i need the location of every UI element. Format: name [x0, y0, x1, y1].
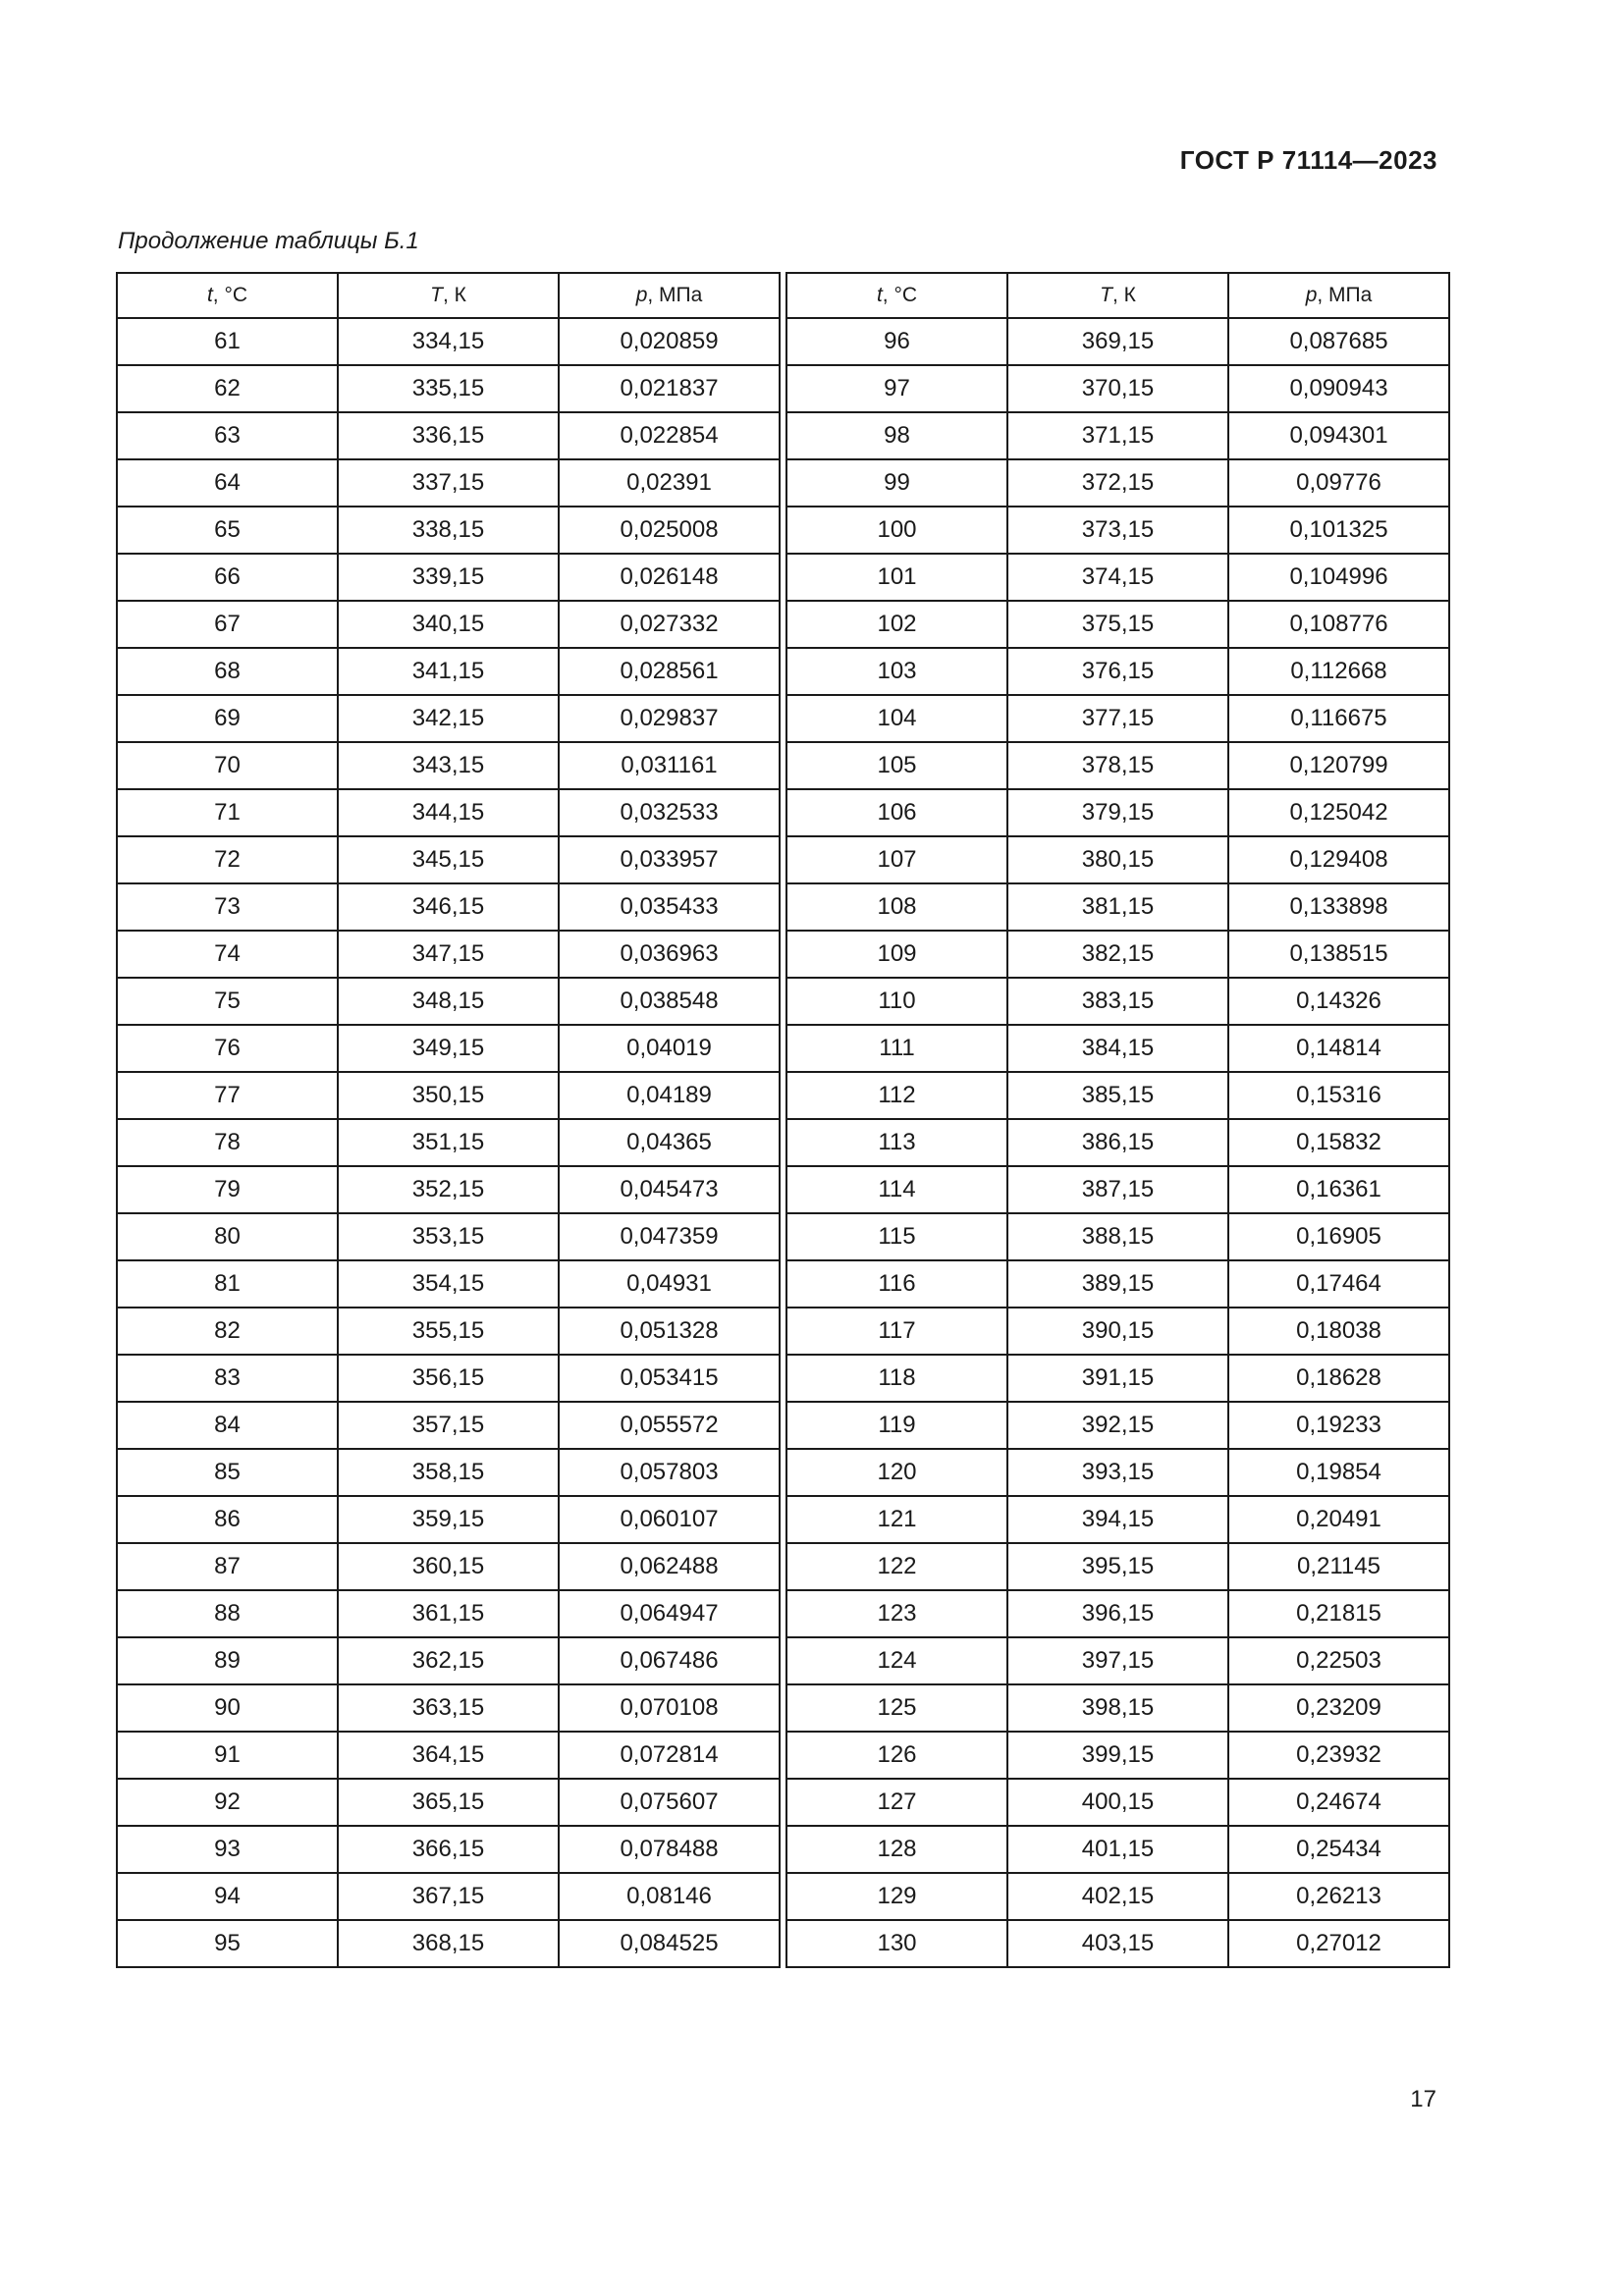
- cell-pressure: 0,138515: [1228, 931, 1449, 978]
- table-row: [117, 1308, 780, 1355]
- table-row: [786, 1873, 1449, 1920]
- cell-t-celsius: 61: [117, 318, 338, 365]
- table-row: [117, 318, 780, 365]
- cell-pressure: 0,053415: [559, 1355, 780, 1402]
- table-row: [117, 1119, 780, 1166]
- cell-t-celsius: 85: [117, 1449, 338, 1496]
- cell-pressure: 0,062488: [559, 1543, 780, 1590]
- cell-t-celsius: 71: [117, 789, 338, 836]
- cell-t-celsius: 122: [786, 1543, 1007, 1590]
- cell-pressure: 0,129408: [1228, 836, 1449, 883]
- cell-pressure: 0,14814: [1228, 1025, 1449, 1072]
- table-row: [786, 1072, 1449, 1119]
- cell-t-celsius: 88: [117, 1590, 338, 1637]
- cell-t-kelvin: 373,15: [1007, 507, 1228, 554]
- table-row: [117, 883, 780, 931]
- table-row: [786, 1119, 1449, 1166]
- table-row: [786, 412, 1449, 459]
- table-row: [786, 978, 1449, 1025]
- table-row: [786, 648, 1449, 695]
- cell-t-celsius: 105: [786, 742, 1007, 789]
- cell-t-celsius: 73: [117, 883, 338, 931]
- cell-t-kelvin: 337,15: [338, 459, 559, 507]
- cell-t-celsius: 123: [786, 1590, 1007, 1637]
- cell-t-celsius: 68: [117, 648, 338, 695]
- cell-t-celsius: 84: [117, 1402, 338, 1449]
- table-row: [786, 601, 1449, 648]
- cell-t-kelvin: 383,15: [1007, 978, 1228, 1025]
- cell-t-kelvin: 401,15: [1007, 1826, 1228, 1873]
- cell-t-kelvin: 365,15: [338, 1779, 559, 1826]
- table-row: [117, 1402, 780, 1449]
- table-row: [117, 836, 780, 883]
- table-row: [786, 1637, 1449, 1684]
- cell-t-celsius: 117: [786, 1308, 1007, 1355]
- cell-t-kelvin: 394,15: [1007, 1496, 1228, 1543]
- cell-pressure: 0,021837: [559, 365, 780, 412]
- cell-pressure: 0,18038: [1228, 1308, 1449, 1355]
- cell-t-kelvin: 372,15: [1007, 459, 1228, 507]
- cell-pressure: 0,070108: [559, 1684, 780, 1732]
- cell-t-kelvin: 376,15: [1007, 648, 1228, 695]
- header-pressure: p, МПа: [559, 273, 780, 318]
- cell-t-kelvin: 358,15: [338, 1449, 559, 1496]
- cell-t-celsius: 64: [117, 459, 338, 507]
- cell-t-celsius: 126: [786, 1732, 1007, 1779]
- cell-t-celsius: 97: [786, 365, 1007, 412]
- table-row: [117, 1732, 780, 1779]
- table-row: [786, 1732, 1449, 1779]
- cell-t-kelvin: 397,15: [1007, 1637, 1228, 1684]
- cell-pressure: 0,14326: [1228, 978, 1449, 1025]
- cell-t-celsius: 92: [117, 1779, 338, 1826]
- cell-pressure: 0,04365: [559, 1119, 780, 1166]
- cell-t-kelvin: 388,15: [1007, 1213, 1228, 1260]
- cell-t-celsius: 94: [117, 1873, 338, 1920]
- cell-t-kelvin: 384,15: [1007, 1025, 1228, 1072]
- cell-pressure: 0,038548: [559, 978, 780, 1025]
- cell-t-celsius: 98: [786, 412, 1007, 459]
- table-row: [786, 507, 1449, 554]
- cell-t-kelvin: 393,15: [1007, 1449, 1228, 1496]
- table-row: [117, 554, 780, 601]
- table-row: [786, 1496, 1449, 1543]
- cell-t-celsius: 90: [117, 1684, 338, 1732]
- cell-t-kelvin: 352,15: [338, 1166, 559, 1213]
- table-row: [117, 507, 780, 554]
- cell-pressure: 0,028561: [559, 648, 780, 695]
- header-t-celsius: t, °C: [117, 273, 338, 318]
- cell-t-kelvin: 367,15: [338, 1873, 559, 1920]
- table-row: [117, 601, 780, 648]
- table-row: [786, 318, 1449, 365]
- cell-pressure: 0,24674: [1228, 1779, 1449, 1826]
- table-row: [786, 1449, 1449, 1496]
- cell-t-celsius: 119: [786, 1402, 1007, 1449]
- cell-t-celsius: 62: [117, 365, 338, 412]
- cell-t-kelvin: 353,15: [338, 1213, 559, 1260]
- cell-pressure: 0,04189: [559, 1072, 780, 1119]
- cell-pressure: 0,072814: [559, 1732, 780, 1779]
- cell-t-celsius: 91: [117, 1732, 338, 1779]
- cell-pressure: 0,067486: [559, 1637, 780, 1684]
- cell-t-kelvin: 359,15: [338, 1496, 559, 1543]
- table-row: [786, 1543, 1449, 1590]
- table-row: [786, 1025, 1449, 1072]
- cell-pressure: 0,060107: [559, 1496, 780, 1543]
- table-row: [117, 789, 780, 836]
- cell-t-kelvin: 385,15: [1007, 1072, 1228, 1119]
- cell-t-kelvin: 374,15: [1007, 554, 1228, 601]
- cell-t-kelvin: 381,15: [1007, 883, 1228, 931]
- cell-t-kelvin: 366,15: [338, 1826, 559, 1873]
- cell-t-kelvin: 378,15: [1007, 742, 1228, 789]
- cell-t-celsius: 83: [117, 1355, 338, 1402]
- cell-t-celsius: 87: [117, 1543, 338, 1590]
- cell-t-kelvin: 371,15: [1007, 412, 1228, 459]
- table-row: [117, 1543, 780, 1590]
- cell-t-kelvin: 344,15: [338, 789, 559, 836]
- cell-t-celsius: 115: [786, 1213, 1007, 1260]
- cell-t-kelvin: 349,15: [338, 1025, 559, 1072]
- table-row: [786, 931, 1449, 978]
- cell-t-celsius: 127: [786, 1779, 1007, 1826]
- cell-pressure: 0,15832: [1228, 1119, 1449, 1166]
- cell-pressure: 0,027332: [559, 601, 780, 648]
- cell-t-kelvin: 357,15: [338, 1402, 559, 1449]
- table-left-half: [116, 272, 781, 1968]
- cell-t-kelvin: 361,15: [338, 1590, 559, 1637]
- cell-pressure: 0,15316: [1228, 1072, 1449, 1119]
- cell-t-kelvin: 399,15: [1007, 1732, 1228, 1779]
- cell-t-celsius: 70: [117, 742, 338, 789]
- cell-pressure: 0,112668: [1228, 648, 1449, 695]
- table-row: [117, 1590, 780, 1637]
- cell-pressure: 0,116675: [1228, 695, 1449, 742]
- cell-t-celsius: 104: [786, 695, 1007, 742]
- cell-pressure: 0,02391: [559, 459, 780, 507]
- cell-t-kelvin: 350,15: [338, 1072, 559, 1119]
- cell-t-kelvin: 351,15: [338, 1119, 559, 1166]
- cell-pressure: 0,094301: [1228, 412, 1449, 459]
- header-pressure: p, МПа: [1228, 273, 1449, 318]
- table-row: [786, 459, 1449, 507]
- cell-t-kelvin: 336,15: [338, 412, 559, 459]
- cell-t-celsius: 67: [117, 601, 338, 648]
- table-row: [786, 1402, 1449, 1449]
- table-row: [117, 1449, 780, 1496]
- cell-t-kelvin: 335,15: [338, 365, 559, 412]
- table-row: [117, 1025, 780, 1072]
- cell-t-celsius: 120: [786, 1449, 1007, 1496]
- table-row: [786, 1779, 1449, 1826]
- cell-pressure: 0,026148: [559, 554, 780, 601]
- cell-t-celsius: 114: [786, 1166, 1007, 1213]
- cell-pressure: 0,033957: [559, 836, 780, 883]
- cell-pressure: 0,04019: [559, 1025, 780, 1072]
- cell-t-kelvin: 389,15: [1007, 1260, 1228, 1308]
- cell-t-celsius: 108: [786, 883, 1007, 931]
- table-row: [117, 1920, 780, 1967]
- cell-t-celsius: 109: [786, 931, 1007, 978]
- page-number: 17: [1410, 2086, 1436, 2112]
- cell-t-celsius: 121: [786, 1496, 1007, 1543]
- cell-t-kelvin: 354,15: [338, 1260, 559, 1308]
- cell-t-kelvin: 334,15: [338, 318, 559, 365]
- cell-t-celsius: 75: [117, 978, 338, 1025]
- table-row: [786, 1920, 1449, 1967]
- cell-t-celsius: 101: [786, 554, 1007, 601]
- cell-pressure: 0,125042: [1228, 789, 1449, 836]
- cell-t-celsius: 111: [786, 1025, 1007, 1072]
- table-row: [117, 1637, 780, 1684]
- cell-pressure: 0,084525: [559, 1920, 780, 1967]
- table-row: [117, 978, 780, 1025]
- cell-t-kelvin: 339,15: [338, 554, 559, 601]
- cell-t-kelvin: 340,15: [338, 601, 559, 648]
- cell-t-kelvin: 360,15: [338, 1543, 559, 1590]
- table-row: [786, 1260, 1449, 1308]
- cell-t-kelvin: 362,15: [338, 1637, 559, 1684]
- cell-pressure: 0,23209: [1228, 1684, 1449, 1732]
- table-caption: Продолжение таблицы Б.1: [118, 228, 419, 254]
- cell-t-kelvin: 343,15: [338, 742, 559, 789]
- cell-pressure: 0,104996: [1228, 554, 1449, 601]
- cell-t-celsius: 130: [786, 1920, 1007, 1967]
- cell-pressure: 0,055572: [559, 1402, 780, 1449]
- cell-pressure: 0,23932: [1228, 1732, 1449, 1779]
- cell-t-celsius: 78: [117, 1119, 338, 1166]
- cell-pressure: 0,045473: [559, 1166, 780, 1213]
- cell-t-celsius: 95: [117, 1920, 338, 1967]
- cell-t-kelvin: 387,15: [1007, 1166, 1228, 1213]
- cell-t-kelvin: 370,15: [1007, 365, 1228, 412]
- table-row: [117, 1355, 780, 1402]
- cell-t-kelvin: 398,15: [1007, 1684, 1228, 1732]
- cell-t-celsius: 74: [117, 931, 338, 978]
- cell-pressure: 0,022854: [559, 412, 780, 459]
- cell-t-kelvin: 369,15: [1007, 318, 1228, 365]
- cell-pressure: 0,09776: [1228, 459, 1449, 507]
- cell-t-kelvin: 348,15: [338, 978, 559, 1025]
- cell-t-celsius: 100: [786, 507, 1007, 554]
- table-row: [117, 459, 780, 507]
- cell-t-kelvin: 402,15: [1007, 1873, 1228, 1920]
- table-header-row: [117, 273, 780, 318]
- table-row: [786, 1213, 1449, 1260]
- cell-t-kelvin: 390,15: [1007, 1308, 1228, 1355]
- cell-pressure: 0,064947: [559, 1590, 780, 1637]
- cell-pressure: 0,18628: [1228, 1355, 1449, 1402]
- cell-pressure: 0,051328: [559, 1308, 780, 1355]
- cell-t-kelvin: 364,15: [338, 1732, 559, 1779]
- table-row: [786, 1826, 1449, 1873]
- cell-pressure: 0,031161: [559, 742, 780, 789]
- cell-t-kelvin: 345,15: [338, 836, 559, 883]
- cell-pressure: 0,22503: [1228, 1637, 1449, 1684]
- cell-t-kelvin: 338,15: [338, 507, 559, 554]
- cell-pressure: 0,057803: [559, 1449, 780, 1496]
- cell-pressure: 0,19854: [1228, 1449, 1449, 1496]
- table-row: [117, 1166, 780, 1213]
- cell-pressure: 0,078488: [559, 1826, 780, 1873]
- cell-pressure: 0,08146: [559, 1873, 780, 1920]
- cell-t-kelvin: 380,15: [1007, 836, 1228, 883]
- cell-t-celsius: 77: [117, 1072, 338, 1119]
- table-row: [117, 1213, 780, 1260]
- cell-t-kelvin: 347,15: [338, 931, 559, 978]
- cell-t-kelvin: 342,15: [338, 695, 559, 742]
- cell-t-celsius: 89: [117, 1637, 338, 1684]
- document-id: ГОСТ Р 71114—2023: [1179, 145, 1437, 175]
- cell-t-celsius: 102: [786, 601, 1007, 648]
- cell-t-celsius: 76: [117, 1025, 338, 1072]
- cell-t-kelvin: 382,15: [1007, 931, 1228, 978]
- cell-t-kelvin: 392,15: [1007, 1402, 1228, 1449]
- cell-t-celsius: 129: [786, 1873, 1007, 1920]
- cell-t-celsius: 79: [117, 1166, 338, 1213]
- table-row: [786, 883, 1449, 931]
- cell-t-celsius: 96: [786, 318, 1007, 365]
- table-row: [117, 742, 780, 789]
- cell-t-kelvin: 368,15: [338, 1920, 559, 1967]
- cell-pressure: 0,020859: [559, 318, 780, 365]
- table-row: [117, 695, 780, 742]
- cell-t-celsius: 72: [117, 836, 338, 883]
- table-row: [117, 412, 780, 459]
- cell-pressure: 0,16905: [1228, 1213, 1449, 1260]
- table-row: [117, 931, 780, 978]
- table-row: [117, 1826, 780, 1873]
- table-row: [786, 742, 1449, 789]
- table-row: [786, 1684, 1449, 1732]
- cell-pressure: 0,16361: [1228, 1166, 1449, 1213]
- header-t-kelvin: T, К: [1007, 273, 1228, 318]
- cell-pressure: 0,101325: [1228, 507, 1449, 554]
- header-t-celsius: t, °C: [786, 273, 1007, 318]
- cell-t-celsius: 93: [117, 1826, 338, 1873]
- cell-t-celsius: 66: [117, 554, 338, 601]
- table-row: [117, 1873, 780, 1920]
- table-right-half: [785, 272, 1450, 1968]
- cell-t-celsius: 99: [786, 459, 1007, 507]
- cell-t-celsius: 82: [117, 1308, 338, 1355]
- table-row: [786, 1308, 1449, 1355]
- cell-pressure: 0,032533: [559, 789, 780, 836]
- cell-t-celsius: 116: [786, 1260, 1007, 1308]
- table-row: [786, 365, 1449, 412]
- cell-t-kelvin: 377,15: [1007, 695, 1228, 742]
- table-row: [117, 1779, 780, 1826]
- table-row: [786, 836, 1449, 883]
- cell-t-kelvin: 396,15: [1007, 1590, 1228, 1637]
- cell-pressure: 0,036963: [559, 931, 780, 978]
- table-row: [786, 554, 1449, 601]
- cell-pressure: 0,108776: [1228, 601, 1449, 648]
- table-row: [117, 365, 780, 412]
- cell-t-celsius: 125: [786, 1684, 1007, 1732]
- cell-pressure: 0,047359: [559, 1213, 780, 1260]
- header-t-kelvin: T, К: [338, 273, 559, 318]
- cell-t-celsius: 80: [117, 1213, 338, 1260]
- cell-t-kelvin: 375,15: [1007, 601, 1228, 648]
- cell-t-kelvin: 403,15: [1007, 1920, 1228, 1967]
- cell-t-celsius: 118: [786, 1355, 1007, 1402]
- table-row: [786, 1166, 1449, 1213]
- cell-pressure: 0,27012: [1228, 1920, 1449, 1967]
- cell-t-kelvin: 356,15: [338, 1355, 559, 1402]
- data-table: [116, 272, 1450, 1968]
- cell-t-kelvin: 395,15: [1007, 1543, 1228, 1590]
- cell-pressure: 0,120799: [1228, 742, 1449, 789]
- cell-t-celsius: 106: [786, 789, 1007, 836]
- cell-t-kelvin: 363,15: [338, 1684, 559, 1732]
- cell-t-celsius: 110: [786, 978, 1007, 1025]
- cell-t-celsius: 86: [117, 1496, 338, 1543]
- table-row: [786, 695, 1449, 742]
- cell-pressure: 0,21145: [1228, 1543, 1449, 1590]
- cell-t-celsius: 65: [117, 507, 338, 554]
- cell-pressure: 0,19233: [1228, 1402, 1449, 1449]
- cell-pressure: 0,035433: [559, 883, 780, 931]
- table-row: [117, 648, 780, 695]
- table-row: [117, 1072, 780, 1119]
- table-row: [786, 789, 1449, 836]
- cell-t-celsius: 128: [786, 1826, 1007, 1873]
- cell-pressure: 0,25434: [1228, 1826, 1449, 1873]
- cell-t-kelvin: 341,15: [338, 648, 559, 695]
- cell-t-celsius: 69: [117, 695, 338, 742]
- cell-pressure: 0,025008: [559, 507, 780, 554]
- cell-pressure: 0,133898: [1228, 883, 1449, 931]
- cell-t-celsius: 103: [786, 648, 1007, 695]
- cell-pressure: 0,087685: [1228, 318, 1449, 365]
- cell-pressure: 0,20491: [1228, 1496, 1449, 1543]
- cell-t-celsius: 124: [786, 1637, 1007, 1684]
- cell-pressure: 0,04931: [559, 1260, 780, 1308]
- cell-t-celsius: 81: [117, 1260, 338, 1308]
- table-row: [786, 1355, 1449, 1402]
- cell-t-kelvin: 379,15: [1007, 789, 1228, 836]
- cell-t-celsius: 112: [786, 1072, 1007, 1119]
- table-row: [117, 1496, 780, 1543]
- cell-t-celsius: 63: [117, 412, 338, 459]
- cell-t-kelvin: 391,15: [1007, 1355, 1228, 1402]
- cell-t-kelvin: 400,15: [1007, 1779, 1228, 1826]
- table-row: [786, 1590, 1449, 1637]
- cell-pressure: 0,17464: [1228, 1260, 1449, 1308]
- cell-t-kelvin: 346,15: [338, 883, 559, 931]
- cell-pressure: 0,029837: [559, 695, 780, 742]
- cell-pressure: 0,21815: [1228, 1590, 1449, 1637]
- cell-t-kelvin: 386,15: [1007, 1119, 1228, 1166]
- table-header-row: [786, 273, 1449, 318]
- cell-t-celsius: 113: [786, 1119, 1007, 1166]
- cell-pressure: 0,26213: [1228, 1873, 1449, 1920]
- table-row: [117, 1260, 780, 1308]
- cell-pressure: 0,075607: [559, 1779, 780, 1826]
- cell-t-kelvin: 355,15: [338, 1308, 559, 1355]
- table-row: [117, 1684, 780, 1732]
- cell-pressure: 0,090943: [1228, 365, 1449, 412]
- cell-t-celsius: 107: [786, 836, 1007, 883]
